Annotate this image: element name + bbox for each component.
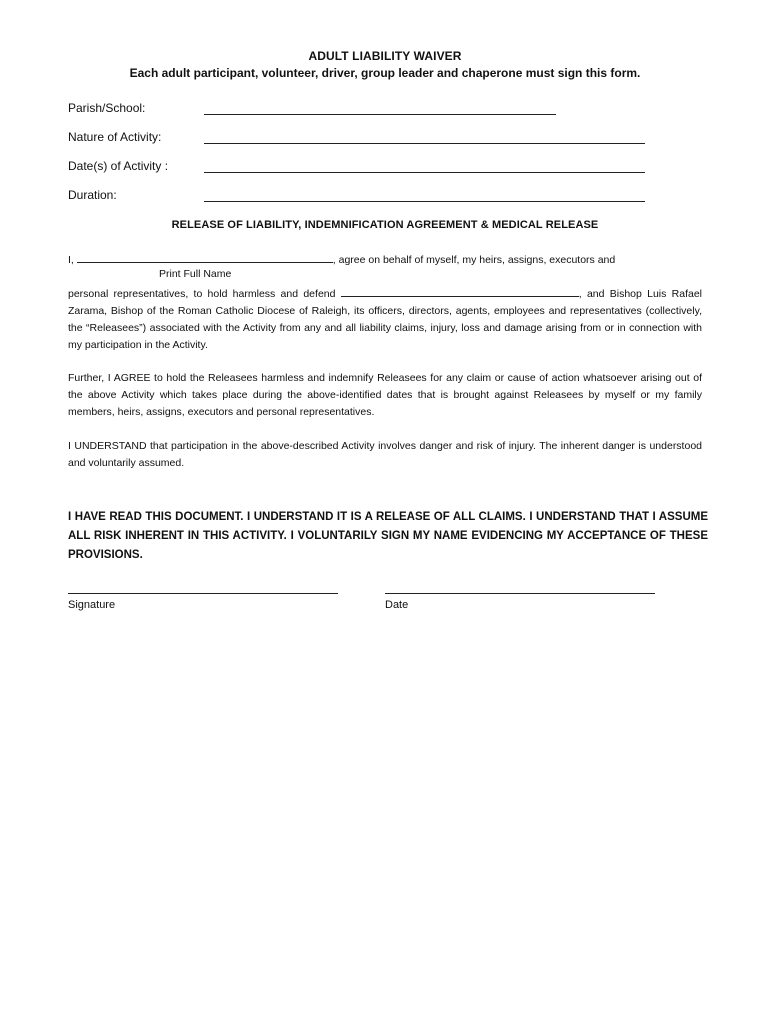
document-title: ADULT LIABILITY WAIVER — [308, 49, 462, 63]
release-heading: RELEASE OF LIABILITY, INDEMNIFICATION AGREEMENT & MEDICAL RELEASE — [171, 219, 599, 231]
release-line-1-text: , agree on behalf of myself, my heirs, assigns, executors and — [332, 254, 616, 266]
parish-school-label: Parish/School: — [68, 101, 146, 115]
indemnify-paragraph: Further, I AGREE to hold the Releasees harmless and indemnify Releasees for any claim or cause of action whatsoever arising out of the above Activity which takes place during the above-identified dates that is brought against Releasees by myself or my family members, heirs, assigns, executors and personal representatives. — [68, 372, 702, 418]
document-subtitle: Each adult participant, volunteer, driver, group leader and chaperone must sign this form. — [129, 66, 641, 80]
date-field[interactable] — [385, 593, 655, 594]
release-prefix: I, — [68, 254, 74, 266]
parish-school-field[interactable] — [204, 114, 556, 115]
release-line-1 — [68, 251, 702, 269]
understand-paragraph: I UNDERSTAND that participation in the above-described Activity involves danger and risk of injury. The inherent danger is understood and voluntarily assumed. — [68, 440, 702, 469]
nature-of-activity-label: Nature of Activity: — [68, 130, 162, 144]
release-paragraph-1-rest: Zarama, Bishop of the Roman Catholic Diocese of Raleigh, its officers, directors, agents, employees and representatives (collectively, the “Releasees”) associated with the Activity from any and all liability claims, injury, loss and damage arising from or in connection with my participation in the Activity. — [68, 305, 702, 351]
acknowledgement-statement: I HAVE READ THIS DOCUMENT. I UNDERSTAND IT IS A RELEASE OF ALL CLAIMS. I UNDERSTAND THAT I ASSUME ALL RISK INHERENT IN THIS ACTIVITY. I VOLUNTARILY SIGN MY NAME EVIDENCING MY ACCEPTANCE OF THESE PROVISIONS. — [68, 511, 708, 561]
signature-field[interactable] — [68, 593, 338, 594]
date-label: Date — [385, 599, 409, 611]
nature-of-activity-field[interactable] — [204, 143, 645, 144]
release-line-2-text: personal representatives, to hold harmless and defend — [68, 288, 336, 300]
release-line-2-suffix: , and Bishop Luis Rafael — [578, 288, 702, 300]
duration-field[interactable] — [204, 201, 645, 202]
print-full-name-caption: Print Full Name — [159, 268, 232, 280]
dates-of-activity-label: Date(s) of Activity : — [68, 159, 169, 173]
full-name-field[interactable] — [77, 251, 333, 263]
duration-label: Duration: — [68, 188, 117, 202]
dates-of-activity-field[interactable] — [204, 172, 645, 173]
defend-party-field[interactable] — [341, 285, 579, 297]
signature-label: Signature — [68, 599, 116, 611]
release-paragraph-1 — [68, 285, 702, 354]
